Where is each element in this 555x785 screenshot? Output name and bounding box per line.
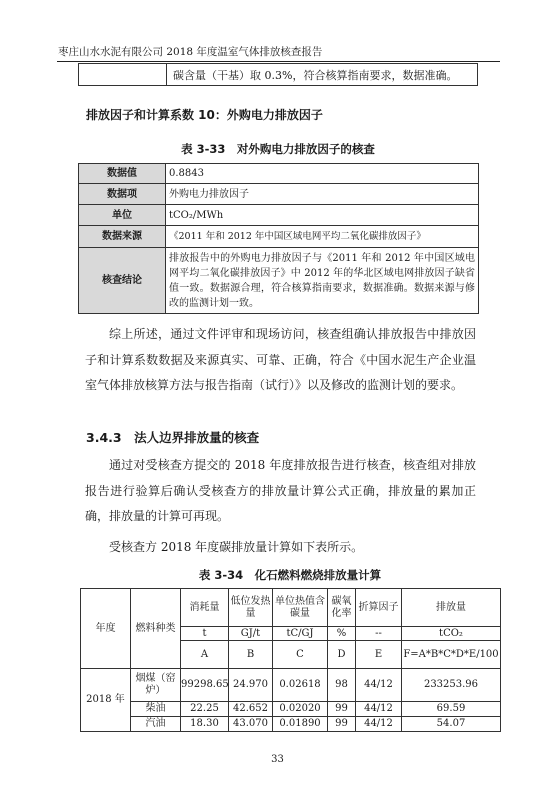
letter-a: A	[181, 641, 229, 669]
value-b: 43.070	[229, 717, 273, 732]
fuel-cell: 烟煤（窑炉）	[131, 669, 181, 702]
table-row	[81, 717, 501, 732]
table-33-caption: 表 3-33 对外购电力排放因子的核查	[181, 142, 375, 156]
table-row	[79, 205, 479, 226]
table-33-value: tCO₂/MWh	[166, 205, 479, 226]
col-header-ncv: 低位发热量	[229, 589, 273, 627]
continued-table	[78, 63, 478, 86]
letter-b: B	[229, 641, 273, 669]
value-e: 44/12	[356, 702, 402, 717]
col-header-consumption: 消耗量	[181, 589, 229, 627]
verification-paragraph: 通过对受核查方提交的 2018 年度排放报告进行核查，核查组对排放报告进行验算后确认受核查方的排放量计算公式正确，排放量的累加正确，排放量的计算可再现。	[85, 458, 476, 523]
table-34-caption: 表 3-34 化石燃料燃烧排放量计算	[198, 568, 382, 582]
section-title-3-4-3: 3.4.3 法人边界排放量的核查	[86, 430, 260, 445]
unit-ncv: GJ/t	[229, 627, 273, 641]
value-e: 44/12	[356, 717, 402, 732]
header-rule	[57, 61, 500, 62]
table-header-row	[81, 589, 501, 627]
continued-table-text: 碳含量（干基）取 0.3%，符合核算指南要求，数据准确。	[167, 64, 478, 86]
year-cell: 2018 年	[81, 669, 131, 732]
value-b: 42.652	[229, 702, 273, 717]
unit-carbon: tC/GJ	[273, 627, 328, 641]
col-header-carbon: 单位热值含碳量	[273, 589, 328, 627]
unit-oxidation: %	[328, 627, 356, 641]
table-33-key: 单位	[79, 205, 166, 226]
fuel-cell: 柴油	[131, 702, 181, 717]
table-33-value: 外购电力排放因子	[166, 184, 479, 205]
letter-e: E	[356, 641, 402, 669]
table-row	[79, 226, 479, 248]
letter-c: C	[273, 641, 328, 669]
table-33-value: 排放报告中的外购电力排放因子与《2011 年和 2012 年中国区域电网平均二氧化碳排放因子》中 2012 年的华北区域电网排放因子缺省值一致。数据源合理，符合核算指南要求，数据准确。数据来源与修改的监测计划一致。	[166, 248, 479, 314]
unit-emission: tCO₂	[402, 627, 501, 641]
value-c: 0.02020	[273, 702, 328, 717]
value-a: 22.25	[181, 702, 229, 717]
table-33-key: 数据来源	[79, 226, 166, 248]
table-row	[81, 669, 501, 702]
value-c: 0.02618	[273, 669, 328, 702]
value-b: 24.970	[229, 669, 273, 702]
value-d: 99	[328, 702, 356, 717]
table-33	[78, 163, 479, 314]
letter-d: D	[328, 641, 356, 669]
table-33-key: 核查结论	[79, 248, 166, 314]
summary-paragraph: 综上所述，通过文件评审和现场访问，核查组确认排放报告中排放因子和计算系数数据及来源真实、可靠、正确，符合《中国水泥生产企业温室气体排放核算方法与报告指南（试行）》以及修改的监测计划的要求。	[85, 327, 476, 392]
formula: F=A*B*C*D*E/100	[402, 641, 501, 669]
value-c: 0.01890	[273, 717, 328, 732]
col-header-factor: 折算因子	[356, 589, 402, 627]
table-intro-paragraph: 受核查方 2018 年度碳排放量计算如下表所示。	[109, 540, 364, 554]
table-33-key: 数据值	[79, 164, 166, 184]
col-header-emission: 排放量	[402, 589, 501, 627]
value-f: 54.07	[402, 717, 501, 732]
table-33-value: 0.8843	[166, 164, 479, 184]
section-title-factor-10: 排放因子和计算系数 10：外购电力排放因子	[86, 108, 323, 122]
col-header-fuel: 燃料种类	[131, 589, 181, 669]
value-a: 99298.65	[181, 669, 229, 702]
value-e: 44/12	[356, 669, 402, 702]
page-header: 枣庄山水水泥有限公司 2018 年度温室气体排放核查报告	[58, 46, 323, 58]
table-row	[79, 184, 479, 205]
table-row	[81, 702, 501, 717]
value-d: 98	[328, 669, 356, 702]
col-header-year: 年度	[81, 589, 131, 669]
value-a: 18.30	[181, 717, 229, 732]
unit-consumption: t	[181, 627, 229, 641]
fuel-cell: 汽油	[131, 717, 181, 732]
value-f: 69.59	[402, 702, 501, 717]
table-33-value: 《2011 年和 2012 年中国区域电网平均二氧化碳排放因子》	[166, 226, 479, 248]
value-f: 233253.96	[402, 669, 501, 702]
table-33-key: 数据项	[79, 184, 166, 205]
value-d: 99	[328, 717, 356, 732]
table-34	[80, 588, 501, 732]
unit-factor: --	[356, 627, 402, 641]
continued-table-empty-cell	[79, 64, 167, 86]
table-row	[79, 164, 479, 184]
page-number: 33	[271, 754, 284, 765]
col-header-oxidation: 碳氧化率	[328, 589, 356, 627]
table-row	[79, 248, 479, 314]
